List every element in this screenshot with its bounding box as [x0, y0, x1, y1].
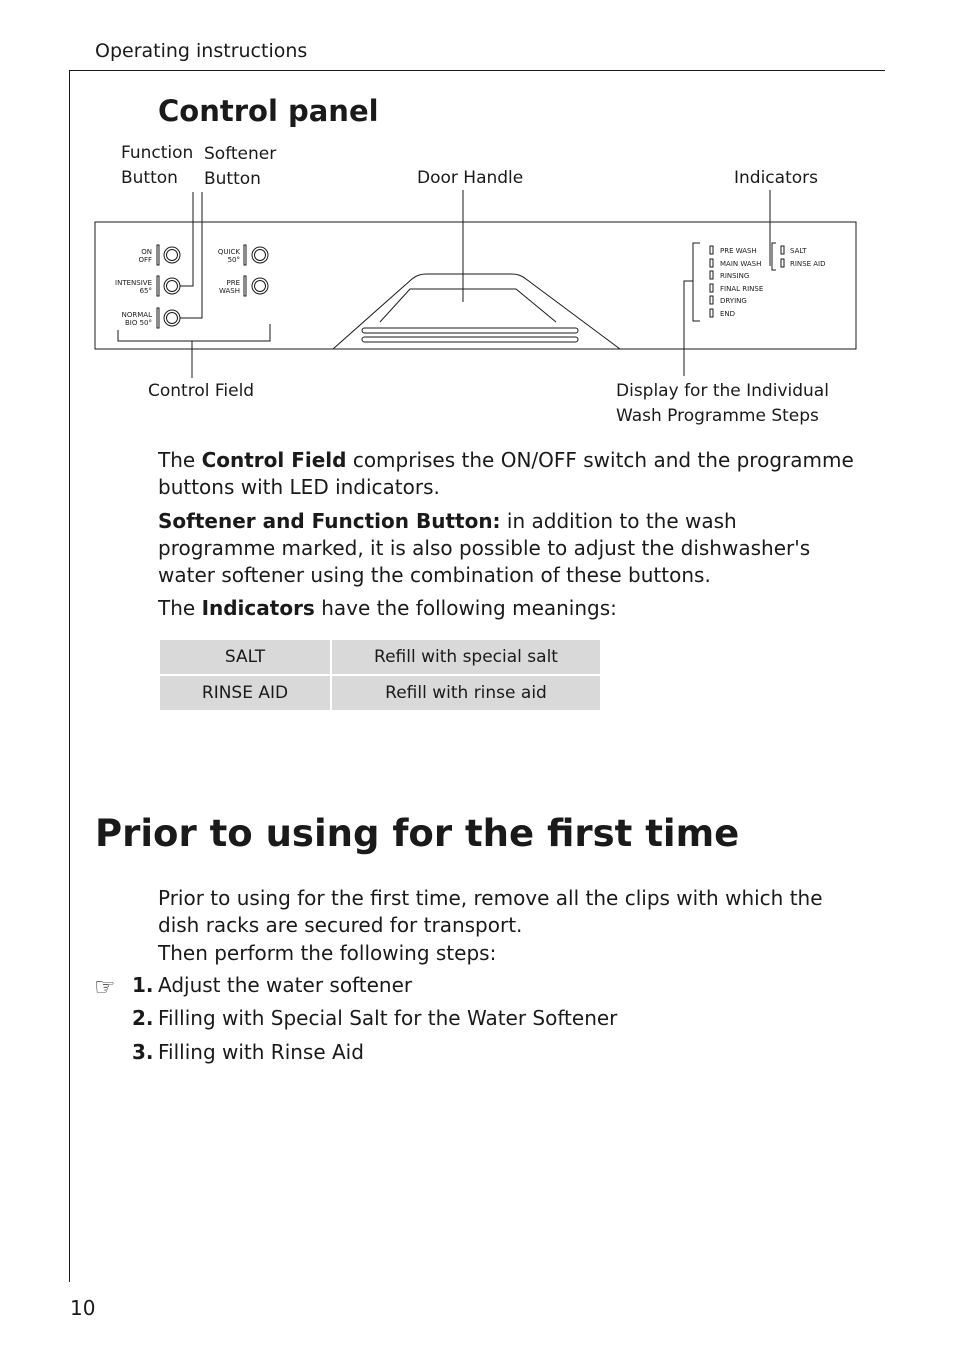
- step-text: MAIN WASH: [720, 260, 762, 268]
- steps-bracket: [693, 243, 700, 321]
- led-pre-wash: [244, 276, 246, 296]
- label-control-field: Control Field: [148, 381, 255, 401]
- step-text: PRE WASH: [720, 247, 757, 255]
- table-cell-name: SALT: [160, 640, 330, 674]
- function-callout: [180, 192, 193, 286]
- label-function-button: Function Button: [121, 143, 194, 188]
- handle-slot-2: [362, 337, 578, 342]
- led-intensive: [157, 276, 159, 296]
- pointing-hand-icon: ☞: [94, 973, 116, 1001]
- led-quick: [244, 245, 246, 265]
- btn-text-normal: NORMAL: [121, 311, 152, 319]
- btn-text-quick-temp: 50°: [227, 256, 240, 264]
- section-title-first-use: Prior to using for the first time: [95, 812, 740, 855]
- list-item-step-3: 3. Filling with Rinse Aid: [132, 1040, 364, 1064]
- btn-text-quick: QUICK: [217, 248, 240, 256]
- table-cell-name: RINSE AID: [160, 676, 330, 710]
- label-display-steps: Display for the Individual Wash Programme Steps: [616, 381, 829, 426]
- step-text: RINSING: [720, 272, 750, 280]
- section-title-control-panel: Control panel: [158, 94, 379, 128]
- led-rinse-aid: [781, 259, 784, 267]
- led-salt: [781, 246, 784, 254]
- label-indicators: Indicators: [734, 168, 818, 188]
- list-item-step-2: 2. Filling with Special Salt for the Water Softener: [132, 1006, 618, 1030]
- btn-text-intensive-temp: 65°: [139, 287, 152, 295]
- steps-callout: [684, 281, 693, 376]
- label-softener-button: Softener Button: [204, 144, 277, 189]
- paragraph-softener-function: Softener and Function Button: in addition to the wash programme marked, it is also possible to adjust the dishwasher's water softener using the combination of these buttons.: [158, 509, 811, 587]
- paragraph-indicators: The Indicators have the following meanings:: [158, 596, 617, 620]
- control-panel-diagram: [0, 0, 954, 440]
- list-item-step-1: 1. Adjust the water softener: [132, 973, 413, 997]
- step-text: END: [720, 310, 736, 318]
- btn-text-pre: PRE: [226, 279, 240, 287]
- page-number: 10: [70, 1296, 96, 1320]
- indicator-text-salt: SALT: [790, 247, 807, 255]
- paragraph-first-use-intro: Prior to using for the first time, remove all the clips with which the dish racks are secured for transport.: [158, 886, 823, 937]
- step-leds: [710, 246, 713, 317]
- running-header: Operating instructions: [95, 40, 308, 62]
- btn-text-on: ON: [141, 248, 152, 256]
- paragraph-first-use-then: Then perform the following steps:: [158, 941, 497, 965]
- handle-slot-1: [362, 328, 578, 333]
- door-handle-inner: [380, 289, 556, 322]
- paragraph-control-field: The Control Field comprises the ON/OFF switch and the programme buttons with LED indicators.: [158, 448, 854, 499]
- btn-text-wash: WASH: [218, 287, 240, 295]
- btn-text-normal-temp: BIO 50°: [124, 319, 152, 327]
- led-on-off: [157, 245, 159, 265]
- table-row: [160, 640, 600, 674]
- softener-callout: [180, 192, 202, 318]
- indicator-text-rinse-aid: RINSE AID: [790, 260, 826, 268]
- table-cell-meaning: Refill with special salt: [332, 640, 600, 674]
- led-normal: [157, 308, 159, 328]
- table-cell-meaning: Refill with rinse aid: [332, 676, 600, 710]
- table-row: [160, 676, 600, 710]
- label-door-handle: Door Handle: [417, 168, 524, 188]
- btn-text-off: OFF: [138, 256, 152, 264]
- indicator-table: [158, 638, 602, 712]
- btn-text-intensive: INTENSIVE: [115, 279, 152, 287]
- step-text: FINAL RINSE: [720, 285, 764, 293]
- step-text: DRYING: [720, 297, 747, 305]
